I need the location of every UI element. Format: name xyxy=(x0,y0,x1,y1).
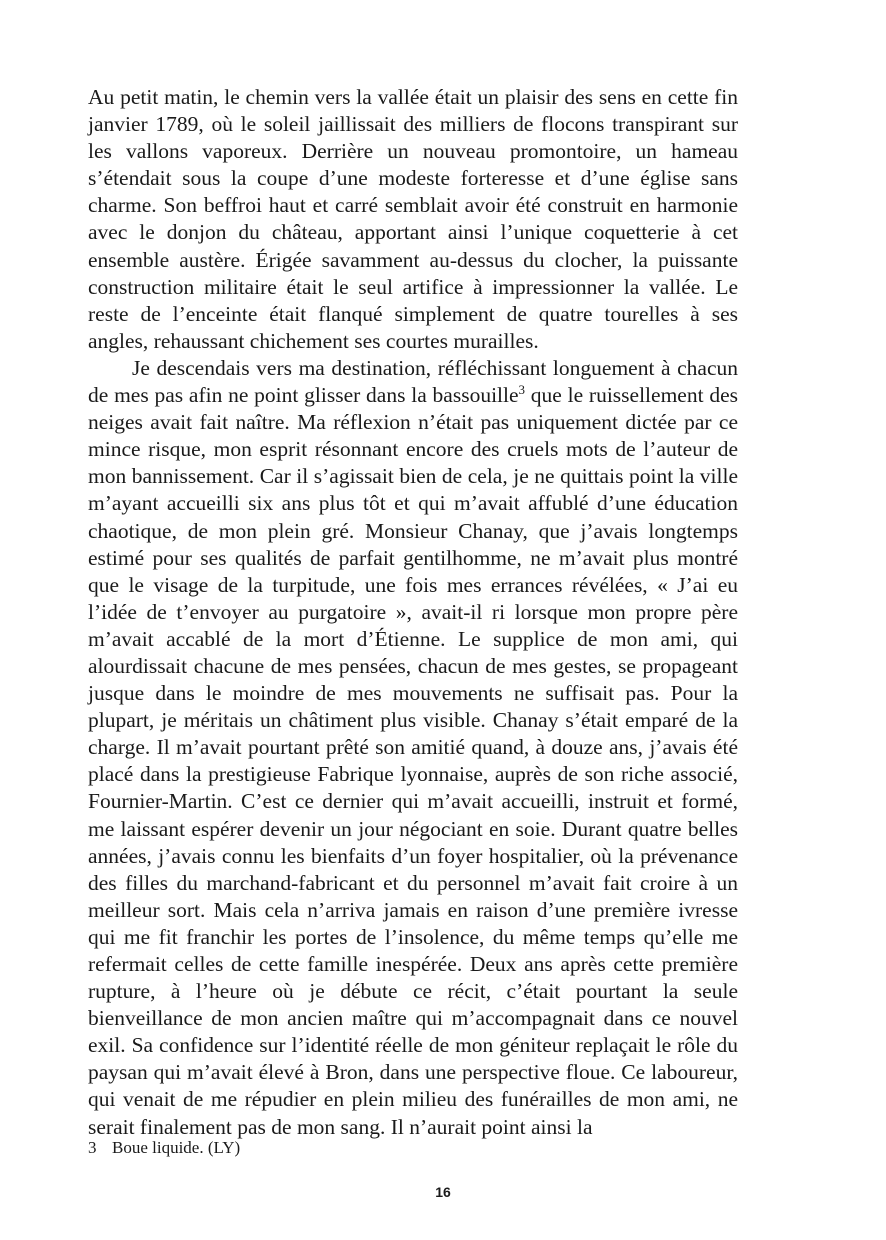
footnote-reference: 3 xyxy=(518,381,526,397)
page-number: 16 xyxy=(435,1184,451,1200)
body-text xyxy=(88,84,738,1141)
paragraph-1: Au petit matin, le chemin vers la vallée était un plaisir des sens en cette fin janvier 1789, où le soleil jaillissait des milliers de flocons transpirant sur les vallons vaporeux. Derrière un nouveau promontoire, un hameau s’étendait sous la coupe d’une modeste forteresse et d’une église sans charme. Son beffroi haut et carré semblait avoir été construit en harmonie avec le donjon du château, apportant ainsi l’unique coquetterie à cet ensemble austère. Érigée savamment au-dessus du clocher, la puissante construction militaire était le seul artifice à impressionner la vallée. Le reste de l’enceinte était flanqué simplement de quatre tourelles à ses angles, rehaussant chichement ses courtes murailles. xyxy=(88,85,738,353)
footnote-number: 3 xyxy=(88,1138,97,1157)
paragraph-2 xyxy=(88,355,738,1141)
footnote xyxy=(88,1138,240,1158)
paragraph-2-end: que le ruissellement des neiges avait fait naître. Ma réflexion n’était pas uniquement dictée par ce mince risque, mon esprit résonnant encore des cruels mots de l’auteur de mon bannissement. Car il s’agissait bien de cela, je ne quittais point la ville m’ayant accueilli six ans plus tôt et qui m’avait affublé d’une éducation chaotique, de mon plein gré. Monsieur Chanay, que j’avais longtemps estimé pour ses qualités de parfait gentilhomme, ne m’avait plus montré que le visage de la turpitude, une fois mes errances révélées, « J’ai eu l’idée de t’envoyer au purgatoire », avait-il ri lorsque mon propre père m’avait accablé de la mort d’Étienne. Le supplice de mon ami, qui alourdissait chacune de mes pensées, chacun de mes gestes, se propageant jusque dans le moindre de mes mouvements ne suffisait pas. Pour la plupart, je méritais un châtiment plus visible. Chanay s’était emparé de la charge. Il m’avait pourtant prêté son amitié quand, à douze ans, j’avais été placé dans la prestigieuse Fabrique lyonnaise, auprès de son riche associé, Fournier-Martin. C’est ce dernier qui m’avait accueilli, instruit et formé, me laissant espérer devenir un jour négociant en soie. Durant quatre belles années, j’avais connu les bienfaits d’un foyer hospitalier, où la prévenance des filles du marchand-fabricant et du personnel m’avait fait croire à un meilleur sort. Mais cela n’arriva jamais en raison d’une première ivresse qui me fit franchir les portes de l’insolence, du même temps qu’elle me refermait celles de cette famille inespérée. Deux ans après cette première rupture, à l’heure où je débute ce récit, c’était pourtant la seule bienveillance de mon ancien maître qui m’accompagnait dans ce nouvel exil. Sa confidence sur l’identité réelle de mon géniteur replaçait le rôle du paysan qui m’avait élevé à Bron, dans une perspective floue. Ce laboureur, qui venait de me répudier en plein milieu des funérailles de mon ami, ne serait finalement pas de mon sang. Il n’aurait point ainsi la xyxy=(88,383,738,1139)
footnote-text: Boue liquide. (LY) xyxy=(112,1138,241,1157)
paragraph-2-start: Je descendais vers ma destination, réfléchissant longuement à chacun de mes pas afin ne point glisser dans la bassouille xyxy=(88,355,738,408)
